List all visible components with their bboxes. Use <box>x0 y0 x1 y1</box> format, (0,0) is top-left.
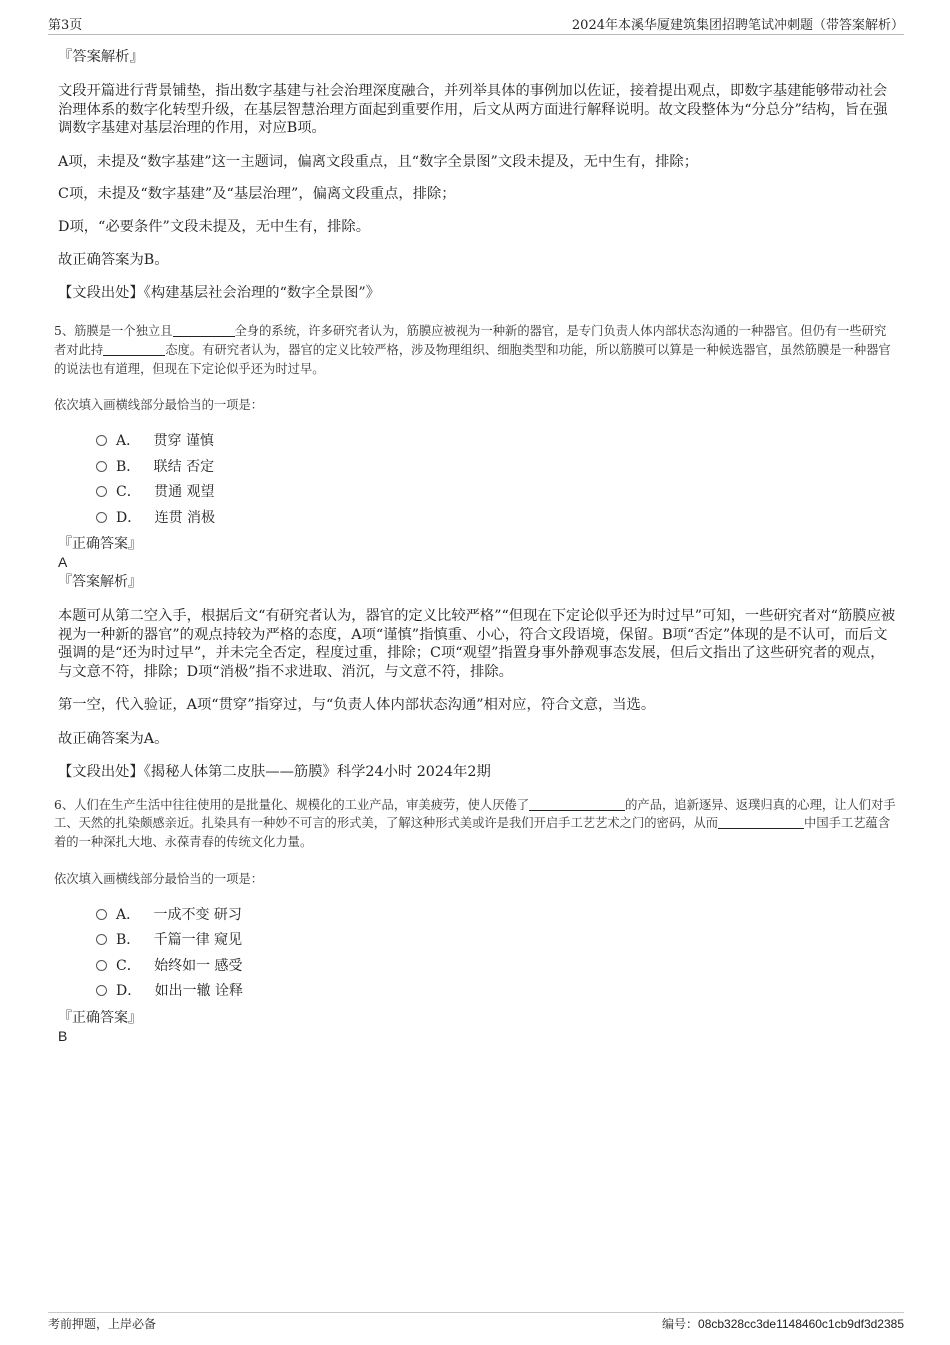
q6-option-a[interactable]: A． 一成不变 研习 <box>96 903 896 929</box>
q6-option-c[interactable]: C． 始终如一 感受 <box>96 954 896 980</box>
radio-icon[interactable] <box>96 909 107 920</box>
radio-icon[interactable] <box>96 486 107 497</box>
q6-blank-1 <box>529 797 625 811</box>
q6-correct-answer: B <box>58 1027 68 1044</box>
q5-option-c[interactable]: C． 贯通 观望 <box>96 480 896 506</box>
q5-conclusion: 故正确答案为A。 <box>58 730 169 747</box>
q5-correct-answer: A <box>58 554 68 571</box>
q4-analysis-label: 『答案解析』 <box>58 49 144 65</box>
q5-option-d[interactable]: D． 连贯 消极 <box>96 506 896 532</box>
q5-analysis-label: 『答案解析』 <box>58 574 142 591</box>
page-content <box>54 44 896 1045</box>
q5-prompt: 依次填入画横线部分最恰当的一项是： <box>54 398 264 413</box>
q4-conclusion: 故正确答案为B。 <box>58 252 169 268</box>
q5-option-a[interactable]: A． 贯穿 谨慎 <box>96 429 896 455</box>
q6-option-b[interactable]: B． 千篇一律 窥见 <box>96 928 896 954</box>
document-title: 2024年本溪华厦建筑集团招聘笔试冲刺题（带答案解析） <box>571 18 904 33</box>
q6-question <box>54 796 896 889</box>
q6-prompt: 依次填入画横线部分最恰当的一项是： <box>54 872 264 887</box>
page-number: 第3页 <box>48 18 83 33</box>
q4-analysis-option-c: C项，未提及“数字基建”及“基层治理”，偏离文段重点，排除； <box>58 186 456 202</box>
q6-correct-label: 『正确答案』 <box>58 1009 142 1026</box>
radio-icon[interactable] <box>96 934 107 945</box>
q5-blank-1 <box>173 323 235 337</box>
q4-analysis-option-a: A项，未提及“数字基建”这一主题词，偏离文段重点，且“数字全景图”文段未提及，无中生有，排除； <box>58 153 699 170</box>
radio-icon[interactable] <box>96 985 107 996</box>
radio-icon[interactable] <box>96 960 107 971</box>
q5-options <box>58 429 896 531</box>
q5-correct-label: 『正确答案』 <box>58 536 142 553</box>
q5-question <box>54 322 896 415</box>
q4-analysis-main: 文段开篇进行背景铺垫，指出数字基建与社会治理深度融合，并列举具体的事例加以佐证，接着提出观点，即数字基建能够带动社会治理体系的数字化转型升级，在基层智慧治理方面起到重要作用，后文从两方面进行解释说明。故文段整体为“分总分”结构，旨在强调数字基建对基层治理的作用，对应B项。 <box>58 83 888 136</box>
page-footer <box>48 1312 904 1334</box>
q5-stem: 5、筋膜是一个独立且 全身的系统，许多研究者认为，筋膜应被视为一种新的器官，是专门负责人体内部状态沟通的一种器官。但仍有一些研究者对此持 态度。有研究者认为，器官的定义比较严格，涉及物理组织、细胞类型和功能，所以筋膜可以算是一种候选器官，虽然筋膜是一种器官的说法也有道理，但现在下定论似乎还为时过早。 <box>54 324 891 376</box>
q5-option-b[interactable]: B． 联结 否定 <box>96 455 896 481</box>
q5-analysis-2: 第一空，代入验证，A项“贯穿”指穿过，与“负责人体内部状态沟通”相对应，符合文意，当选。 <box>58 697 656 714</box>
q6-blank-2 <box>718 815 804 829</box>
q5-blank-2 <box>103 342 165 356</box>
radio-icon[interactable] <box>96 512 107 523</box>
q6-stem: 6、人们在生产生活中往往使用的是批量化、规模化的工业产品，审美疲劳，使人厌倦了 的产品，追新逐异、返璞归真的心理，让人们对手工、天然的扎染颇感亲近。扎染具有一种妙不可言的形式美，了解这种形式美或许是我们开启手工艺艺术之门的密码，从而 中国手工艺蕴含着的一种深扎大地、永葆青春的传统文化力量。 <box>54 797 896 850</box>
page-header <box>48 14 904 35</box>
q6-options <box>58 903 896 1005</box>
q5-source: 【文段出处】《揭秘人体第二皮肤——筋膜》科学24小时 2024年2期 <box>58 764 491 781</box>
q4-analysis-option-d: D项，“必要条件”文段未提及，无中生有，排除。 <box>58 218 371 235</box>
radio-icon[interactable] <box>96 435 107 446</box>
q6-option-d[interactable]: D． 如出一辙 诠释 <box>96 979 896 1005</box>
footer-slogan: 考前押题，上岸必备 <box>48 1317 157 1331</box>
document-code: 编号：08cb328cc3de1148460c1cb9df3d2385 <box>662 1317 904 1331</box>
q4-source: 【文段出处】《构建基层社会治理的“数字全景图”》 <box>58 284 380 301</box>
radio-icon[interactable] <box>96 461 107 472</box>
q5-analysis-1: 本题可从第二空入手，根据后文“有研究者认为，器官的定义比较严格”“但现在下定论似乎还为时过早”可知，一些研究者对“筋膜应被视为一种新的器官”的观点持较为严格的态度，A项“谨慎”指慎重、小心，符合文段语境，保留。B项“否定”体现的是不认可，而后文强调的是“还为时过早”，并未完全否定，程度过重，排除；C项“观望”指置身事外静观事态发展，但后文指出了这些研究者的观点，与文意不符，排除；D项“消极”指不求进取、消沉，与文意不符，排除。 <box>58 608 896 680</box>
